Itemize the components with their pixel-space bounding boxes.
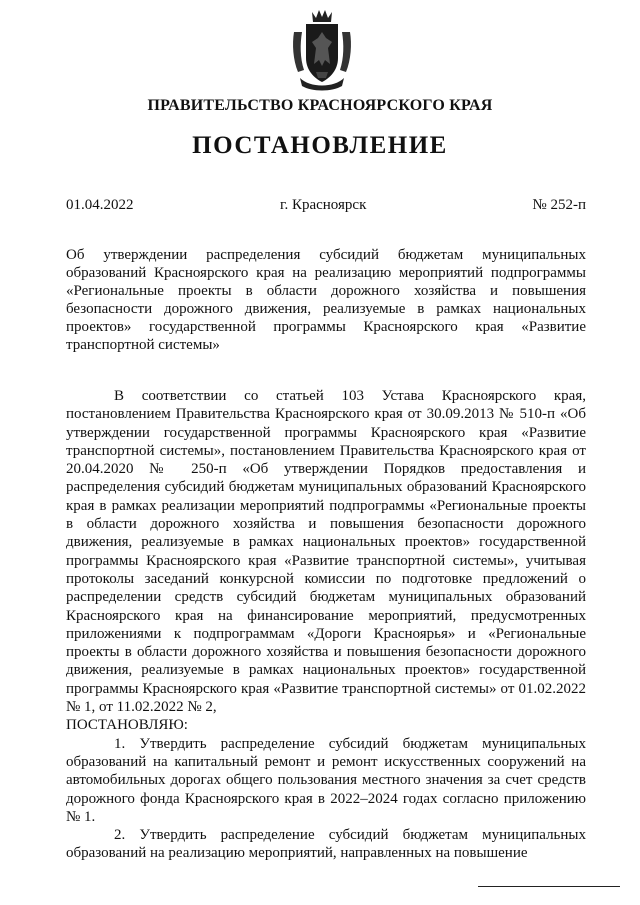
document-date: 01.04.2022 <box>66 197 134 213</box>
document-type-title: ПОСТАНОВЛЕНИЕ <box>192 132 448 159</box>
decree-item-2: 2. Утвердить распределение субсидий бюджетам муниципальных образований на реализацию мероприятий, направленных на повышение <box>66 827 586 862</box>
document-body <box>66 387 586 863</box>
decree-item-1: 1. Утвердить распределение субсидий бюджетам муниципальных образований на капитальный ремонт и ремонт искусственных сооружений на автомобильных дорогах общего пользования местного значения за счет средств дорожного фонда Красноярского края в 2022–2024 годах согласно приложению № 1. <box>66 735 586 825</box>
coat-of-arms-icon <box>290 8 354 92</box>
document-subject: Об утверждении распределения субсидий бюджетам муниципальных образований Красноярского края на реализацию мероприятий подпрограммы «Региональные проекты в области дорожного хозяйства и повышения безопасности дорожного движения, реализуемые в рамках национальных проектов» государственной программы Красноярского края «Развитие транспортной системы» <box>66 247 586 353</box>
page-footer-rule <box>478 886 620 887</box>
decree-word: ПОСТАНОВЛЯЮ: <box>66 717 188 734</box>
document-meta <box>66 197 586 217</box>
government-title: ПРАВИТЕЛЬСТВО КРАСНОЯРСКОГО КРАЯ <box>147 97 493 114</box>
preamble-paragraph: В соответствии со статьей 103 Устава Красноярского края, постановлением Правительства Красноярского края от 30.09.2013 № 510-п «Об утверждении государственной программы Красноярского края «Развитие транспортной системы», постановлением Правительства Красноярского края от 20.04.2020 № 250-п «Об утверждении Порядков предоставления и распределения субсидий бюджетам муниципальных образований Красноярского края в рамках реализации мероприятий подпрограммы «Региональные проекты в области дорожного хозяйства и повышения безопасности дорожного движения, реализуемые в рамках национальных проектов» государственной программы Красноярского края «Развитие транспортной системы», учитывая протоколы заседаний конкурсной комиссии по подготовке предложений о распределении средств субсидий бюджетам муниципальных образований Красноярского края на финансирование мероприятий, предусмотренных приложениями к подпрограммам «Дороги Красноярья» и «Региональные проекты в области дорожного хозяйства и повышения безопасности дорожного движения, реализуемые в рамках национальных проектов» государственной программы Красноярского края «Развитие транспортной системы» от 01.02.2022 № 1, от 11.02.2022 № 2, <box>66 388 586 716</box>
document-number: № 252-п <box>532 197 586 213</box>
document-city: г. Красноярск <box>280 197 367 213</box>
